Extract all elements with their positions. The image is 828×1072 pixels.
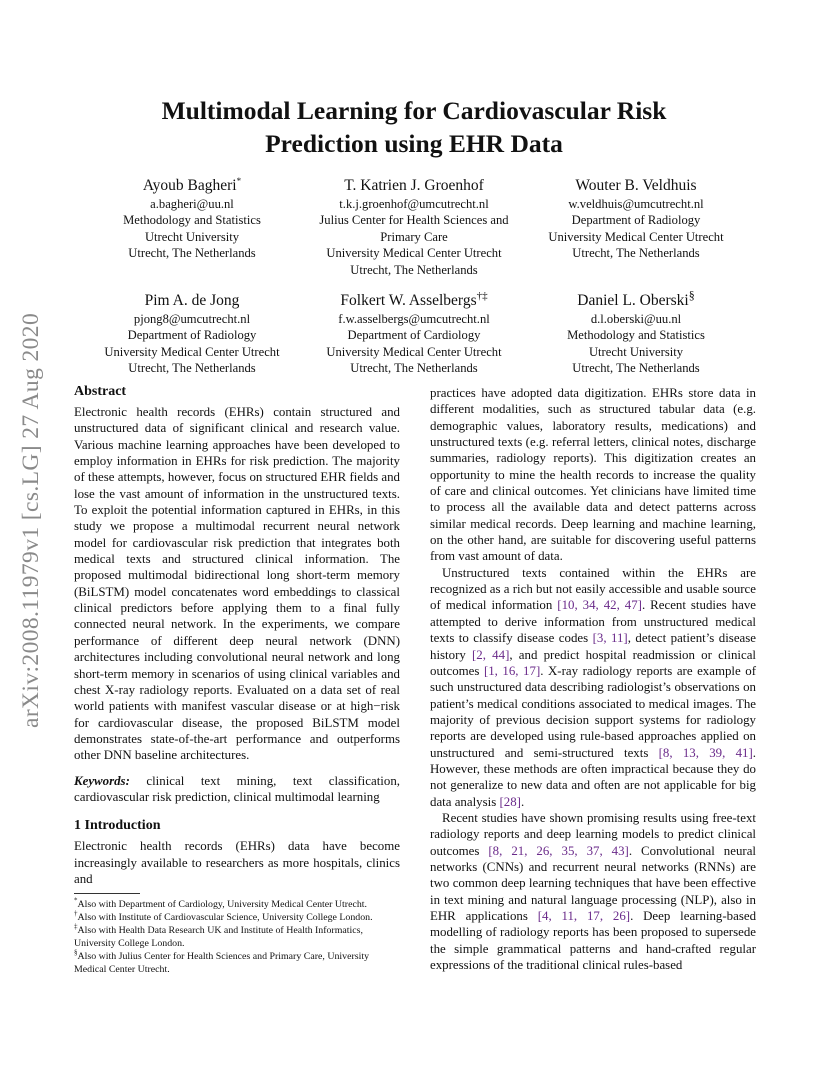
abstract-heading: Abstract	[74, 384, 127, 399]
paragraph: Recent studies have shown promising results using free-text radiology reports and deep learning models to predict clinical outcomes [8, 21, 26, 35, 37, 43]. Convolutional neural networks (CNNs) and recurrent neural networks (RNNs) are two common deep learning techniques that have been effective in text mining and natural language processing (NLP), also in EHR applications [4, 11, 17, 26]. Deep learning-based modelling of radiology reports has been proposed to supersede the simple grammatical patterns and hand-crafted regular expressions of the traditional clinical rules-based	[430, 810, 757, 973]
keywords	[74, 773, 400, 806]
footnote: *Also with Department of Cardiology, University Medical Center Utrecht.	[74, 896, 368, 911]
citation-link[interactable]: [3, 11]	[592, 631, 628, 646]
author-mark: †‡	[476, 289, 488, 302]
author-name: Folkert W. Asselbergs	[340, 292, 477, 309]
author-name: Daniel L. Oberski	[577, 292, 689, 309]
intro-text: Electronic health records (EHRs) data have become increasingly available to researchers as more hospitals, clinics and	[74, 839, 400, 886]
left-column	[74, 383, 400, 976]
citation-link[interactable]: [10, 34, 42, 47]	[557, 598, 642, 613]
author-email: pjong8@umcutrecht.nl	[133, 312, 251, 326]
author-affil: Utrecht, The Netherlands	[128, 361, 256, 376]
author-name: T. Katrien J. Groenhof	[344, 177, 484, 194]
abstract-text: Electronic health records (EHRs) contain structured and unstructured data of significant clinical and research value. Various machine learning approaches have been developed to employ information in EHRs for risk prediction. The majority of these attempts, however, focus on structured EHR fields and lose the vast amount of information in the unstructured texts. To exploit the potential information captured in EHRs, in this study we propose a multimodal recurrent neural network model for cardiovascular risk prediction that integrates both medical texts and structured clinical information. The proposed multimodal bidirectional long short-term memory (BiLSTM) model concatenates word embeddings to classical clinical predictors before applying them to a final fully connected neural network. In the experiments, we compare performance of different deep neural network (DNN) architectures including convolutional neural network and long short-term memory in scenarios of using clinical variables and chest X-ray radiology reports. Evaluated on a data set of real world patients with manifest vascular disease or at high−risk for cardiovascular disease, the proposed BiLSTM model demonstrates state-of-the-art performance and outperforms other DNN baseline architectures.	[74, 405, 400, 763]
author-block-6	[526, 287, 746, 377]
citation-link[interactable]: [8, 21, 26, 35, 37, 43]	[488, 843, 629, 858]
author-email: d.l.oberski@uu.nl	[590, 312, 682, 326]
title-line-2: Prediction using EHR Data	[265, 129, 563, 158]
author-affil: Department of Cardiology	[347, 328, 481, 343]
author-affil: Julius Center for Health Sciences and	[319, 213, 509, 228]
author-affil: University Medical Center Utrecht	[548, 229, 724, 244]
author-block-1	[82, 175, 302, 262]
author-block-5	[304, 290, 524, 377]
author-email: t.k.j.groenhof@umcutrecht.nl	[339, 197, 489, 211]
footnote: §Also with Julius Center for Health Sciences and Primary Care, University Medical Center Utrecht.	[74, 948, 370, 976]
author-affil: Utrecht University	[144, 229, 240, 244]
author-affil: University Medical Center Utrecht	[326, 344, 502, 359]
author-email: a.bagheri@uu.nl	[150, 197, 234, 211]
author-affil: Utrecht University	[588, 344, 684, 359]
author-affil: Utrecht, The Netherlands	[350, 262, 478, 277]
citation-link[interactable]: [28]	[499, 794, 521, 809]
author-affil: Utrecht, The Netherlands	[128, 246, 256, 261]
author-mark: *	[236, 175, 242, 186]
author-name: Pim A. de Jong	[144, 292, 240, 309]
author-affil: Department of Radiology	[127, 328, 257, 343]
keywords-text: clinical text mining, text classification, cardiovascular risk prediction, clinical multimodal learning	[74, 773, 400, 804]
author-affil: Methodology and Statistics	[567, 328, 705, 343]
paragraph: practices have adopted data digitization. EHRs store data in different modalities, such as structured tabular data (e.g. demographic values, laboratory results, medications) and unstructured texts (e.g. referral letters, clinical notes, discharge summaries, radiology reports). This digitization creates an opportunity to mine the health records to increase the quality of care and clinical outcomes. Yet clinicians have limited time to process all the available data and detect patterns across similar medical records. Deep learning and machine learning, on the other hand, are suitable for discovering useful patterns from vast amount of data.	[430, 386, 756, 564]
author-name: Wouter B. Veldhuis	[575, 177, 697, 194]
author-affil: Utrecht, The Netherlands	[350, 361, 478, 376]
footnote-rule	[74, 893, 140, 894]
author-affil: Utrecht, The Netherlands	[572, 361, 700, 376]
right-column	[430, 385, 756, 973]
footnote: †Also with Institute of Cardiovascular Science, University College London.	[74, 909, 373, 924]
author-block-2	[304, 175, 524, 278]
author-affil: Methodology and Statistics	[123, 213, 261, 228]
author-affil: University Medical Center Utrecht	[326, 246, 502, 261]
author-block-3	[526, 175, 746, 262]
author-affil: Utrecht, The Netherlands	[572, 246, 700, 261]
citation-link[interactable]: [8, 13, 39, 41]	[658, 745, 753, 760]
author-name: Ayoub Bagheri	[142, 177, 237, 194]
author-email: f.w.asselbergs@umcutrecht.nl	[338, 312, 490, 326]
author-email: w.veldhuis@umcutrecht.nl	[568, 197, 704, 211]
author-mark: §	[688, 287, 695, 302]
author-affil: Department of Radiology	[571, 213, 701, 228]
keywords-label: Keywords:	[74, 773, 130, 788]
section-heading-introduction: 1 Introduction	[74, 818, 161, 834]
author-affil: Primary Care	[380, 229, 448, 244]
citation-link[interactable]: [2, 44]	[472, 647, 510, 662]
footnote: ‡Also with Health Data Research UK and Institute of Health Informatics, University College London.	[74, 922, 363, 950]
paper-title	[74, 94, 754, 160]
title-line-1: Multimodal Learning for Cardiovascular Risk	[161, 96, 667, 125]
author-affil: University Medical Center Utrecht	[104, 344, 280, 359]
arxiv-stamp: arXiv:2008.11979v1 [cs.LG] 27 Aug 2020	[18, 312, 44, 728]
paragraph: Unstructured texts contained within the EHRs are recognized as a rich but not easily accessible and usable source of medical information [10, 34, 42, 47]. Recent studies have attempted to derive information from unstructured medical texts to classify disease codes [3, 11], detect patient’s disease history [2, 44], and predict hospital readmission or clinical outcomes [1, 16, 17]. X-ray radiology reports are example of such unstructured data describing radiologist’s observations on patient’s medical conditions associated to medical images. The majority of previous decision support systems for radiology reports are developed using rule-based approaches applied on unstructured and semi-structured texts [8, 13, 39, 41]. However, these methods are often impractical because they do not generalize to new data and often are not applicable for big data analysis [28].	[430, 565, 757, 809]
citation-link[interactable]: [1, 16, 17]	[483, 663, 541, 678]
citation-link[interactable]: [4, 11, 17, 26]	[537, 909, 631, 923]
author-block-4	[82, 290, 302, 377]
